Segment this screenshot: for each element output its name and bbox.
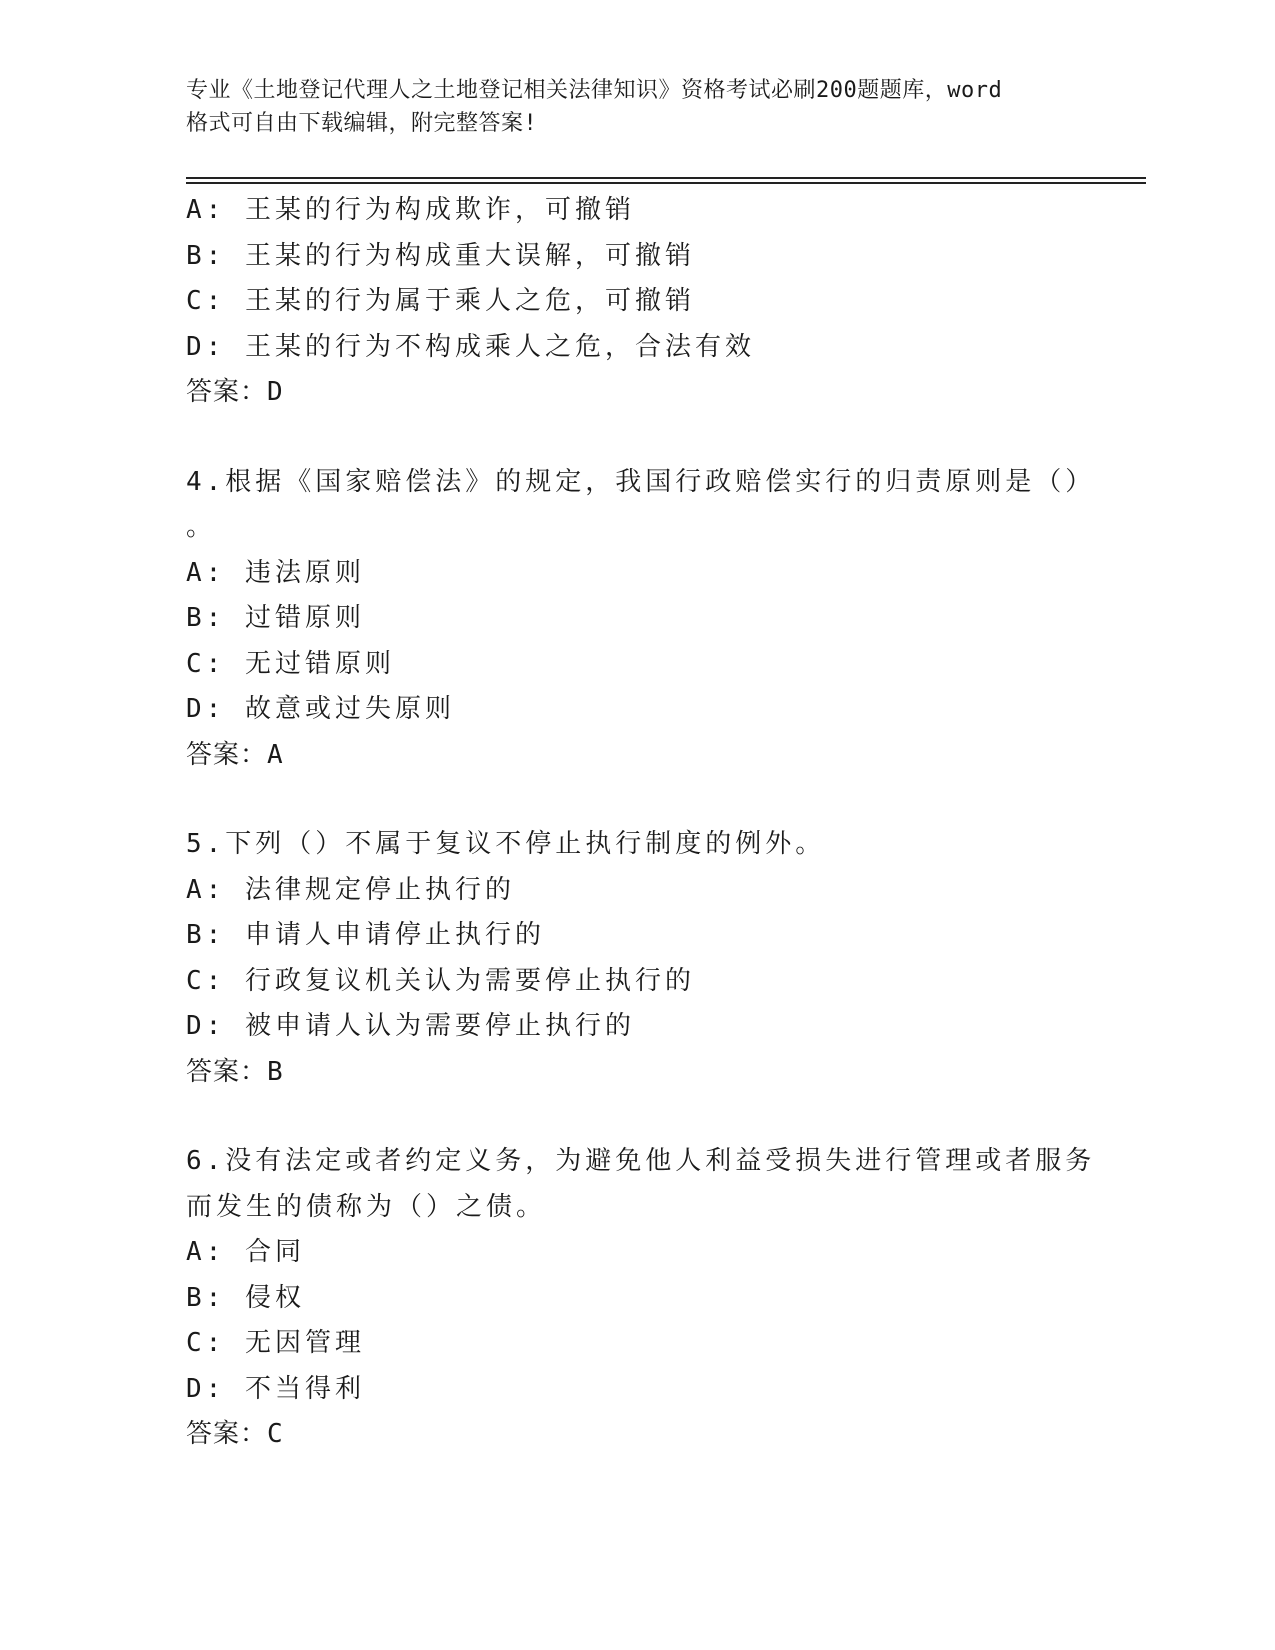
answer-line	[186, 733, 1086, 779]
option-b: B: 侵权	[186, 1282, 305, 1313]
question-list	[186, 188, 1096, 1458]
question-stem-continued: 。	[186, 512, 217, 542]
question-5	[186, 822, 1086, 1095]
option-b: B: 过错原则	[186, 603, 365, 633]
option-a: A: 法律规定停止执行的	[186, 874, 515, 905]
option-c: C: 王某的行为属于乘人之危，可撤销	[186, 286, 695, 316]
option-d: D: 王某的行为不构成乘人之危，合法有效	[186, 331, 755, 362]
option-b: B: 王某的行为构成重大误解，可撤销	[186, 240, 695, 271]
option-d: D: 不当得利	[186, 1373, 365, 1404]
option-a: A: 违法原则	[186, 557, 365, 588]
question-stem: 4.根据《国家赔偿法》的规定，我国行政赔偿实行的归责原则是（）	[186, 466, 1096, 497]
option-a: A: 王某的行为构成欺诈，可撤销	[186, 195, 635, 225]
option-b: B: 申请人申请停止执行的	[186, 920, 545, 950]
question-4	[186, 460, 1096, 779]
answer-value: A	[267, 739, 284, 770]
answer-line	[186, 370, 1086, 416]
answer-value: D	[267, 377, 284, 407]
spacer	[186, 416, 1086, 460]
option-c: C: 无因管理	[186, 1328, 365, 1358]
spacer	[186, 778, 1086, 822]
question-6	[186, 1139, 1096, 1458]
option-d: D: 故意或过失原则	[186, 694, 455, 724]
answer-label: 答案：	[186, 1419, 268, 1449]
answer-label: 答案：	[186, 739, 268, 770]
option-a: A: 合同	[186, 1237, 305, 1267]
answer-label: 答案：	[186, 377, 268, 407]
question-stem-continued: 而发生的债称为（）之债。	[186, 1191, 547, 1222]
option-c: C: 无过错原则	[186, 648, 395, 679]
answer-line	[186, 1050, 1086, 1096]
header-divider-top	[186, 177, 1146, 179]
question-stem: 6.没有法定或者约定义务，为避免他人利益受损失进行管理或者服务	[186, 1146, 1096, 1176]
header-line-2: 格式可自由下载编辑，附完整答案!	[186, 111, 538, 136]
question-3	[186, 188, 1086, 416]
header-line-1: 专业《土地登记代理人之土地登记相关法律知识》资格考试必刷200题题库，word	[186, 78, 1003, 103]
option-d: D: 被申请人认为需要停止执行的	[186, 1011, 635, 1041]
answer-value: B	[267, 1056, 284, 1087]
answer-label: 答案：	[186, 1056, 268, 1087]
option-c: C: 行政复议机关认为需要停止执行的	[186, 965, 695, 996]
answer-line	[186, 1412, 1086, 1458]
question-stem: 5.下列（）不属于复议不停止执行制度的例外。	[186, 829, 826, 859]
spacer	[186, 1095, 1086, 1139]
header-divider-bottom	[186, 182, 1146, 184]
document-header	[186, 74, 1086, 140]
answer-value: C	[267, 1419, 284, 1449]
